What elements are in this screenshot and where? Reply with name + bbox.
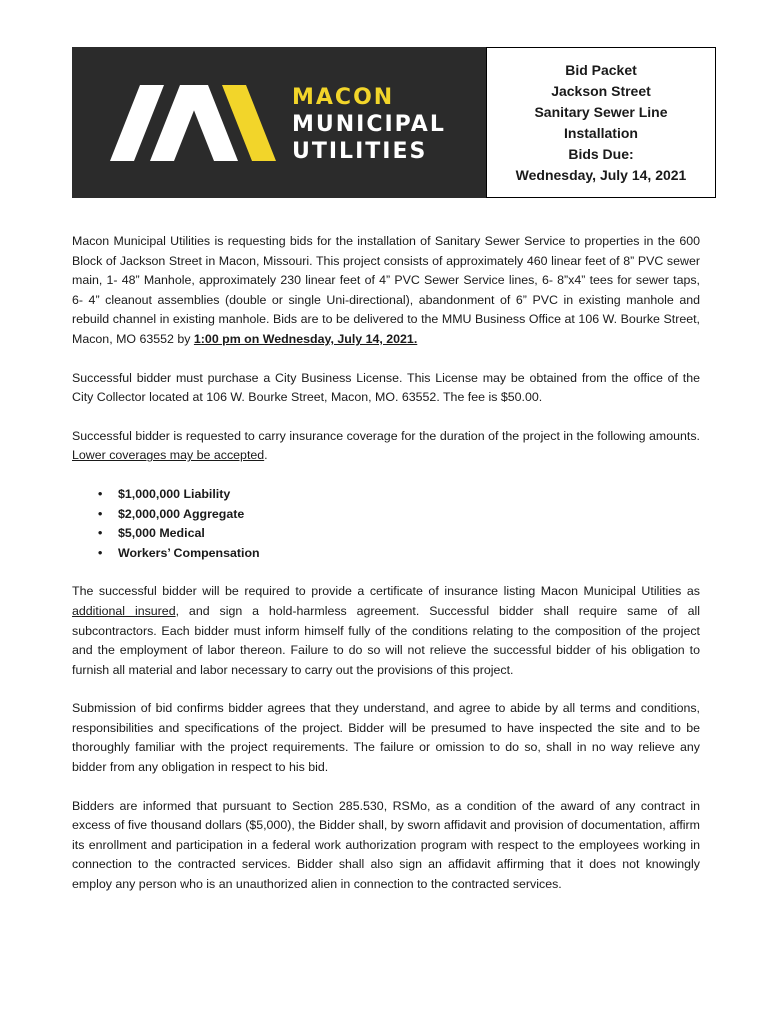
- logo-line-1: MACON: [292, 85, 395, 110]
- paragraph-project-description: [72, 232, 700, 350]
- lower-coverages-note: Lower coverages may be accepted: [72, 448, 265, 463]
- logo-line-2: MUNICIPAL: [292, 112, 446, 137]
- logo-mark-icon: [110, 85, 288, 161]
- paragraph-text: Successful bidder is requested to carry insurance coverage for the duration of the project in the following amounts.: [72, 428, 700, 443]
- logo-line-3: UTILITIES: [292, 139, 428, 164]
- title-line: Sanitary Sewer Line: [534, 103, 668, 120]
- bid-title-box: [486, 47, 716, 198]
- paragraph-submission: Submission of bid confirms bidder agrees that they understand, and agree to abide by all terms and conditions, responsibilities and specifications of the project. Bidder will be presumed to have inspected the site and to be thoroughly familiar with the project requirements. The failure or omission to do so, shall in no way relieve any bidder from any obligation in respect to his bid.: [72, 701, 700, 775]
- list-item: • $2,000,000 Aggregate: [72, 505, 700, 525]
- paragraph-text: , and sign a hold-harmless agreement. Successful bidder shall require same of all subcontractors. Each bidder must inform himself fully of the conditions relating to the composition of the project and the employment of labor thereon. Failure to do so will not relieve the successful bidder of his obligation to furnish all material and labor necessary to carry out the provisions of this project.: [72, 603, 700, 677]
- paragraph-insurance: [72, 427, 700, 466]
- additional-insured: additional insured: [72, 603, 176, 618]
- insurance-list: [72, 485, 700, 563]
- paragraph-text: Macon Municipal Utilities is requesting bids for the installation of Sanitary Sewer Service to properties in the 600 Block of Jackson Street in Macon, Missouri. This project consists of approximately 460 linear feet of 8” PVC sewer main, 1- 48” Manhole, approximately 230 linear feet of 4” PVC Sewer Service lines, 6- 8”x4” tees for sewer taps, 6- 4” cleanout assemblies (double or single Uni-directional), abandonment of 6” PVC in existing manhole and rebuild channel in existing manhole. Bids are to be delivered to the MMU Business Office at 106 W. Bourke Street, Macon, MO 63552 by: [72, 234, 700, 346]
- title-line: Wednesday, July 14, 2021: [515, 166, 687, 183]
- list-item: • $5,000 Medical: [72, 524, 700, 544]
- title-line: Bids Due:: [568, 145, 634, 162]
- paragraph-text: The successful bidder will be required to provide a certificate of insurance listing Macon Municipal Utilities as: [72, 584, 700, 599]
- list-item: • $1,000,000 Liability: [72, 485, 700, 505]
- list-item: • Workers’ Compensation: [72, 544, 700, 564]
- title-line: Bid Packet: [565, 61, 637, 78]
- company-logo: [72, 47, 486, 198]
- title-line: Jackson Street: [551, 82, 651, 99]
- logo-wordmark: [292, 84, 446, 165]
- paragraph-text: .: [264, 448, 268, 463]
- paragraph-business-license: Successful bidder must purchase a City Business License. This License may be obtained from the office of the City Collector located at 106 W. Bourke Street, Macon, MO. 63552. The fee is $50.00.: [72, 370, 700, 405]
- paragraph-work-authorization: Bidders are informed that pursuant to Section 285.530, RSMo, as a condition of the award of any contract in excess of five thousand dollars ($5,000), the Bidder shall, by sworn affidavit and provision of documentation, affirm its enrollment and participation in a federal work authorization program with respect to the employees working in connection to the contracted services. Bidder shall also sign an affidavit affirming that it does not knowingly employ any person who is an unauthorized alien in connection to the contracted services.: [72, 798, 700, 892]
- bid-deadline: 1:00 pm on Wednesday, July 14, 2021.: [193, 331, 418, 346]
- title-line: Installation: [564, 124, 638, 141]
- paragraph-certificate: [72, 582, 700, 680]
- document-body: [72, 232, 700, 914]
